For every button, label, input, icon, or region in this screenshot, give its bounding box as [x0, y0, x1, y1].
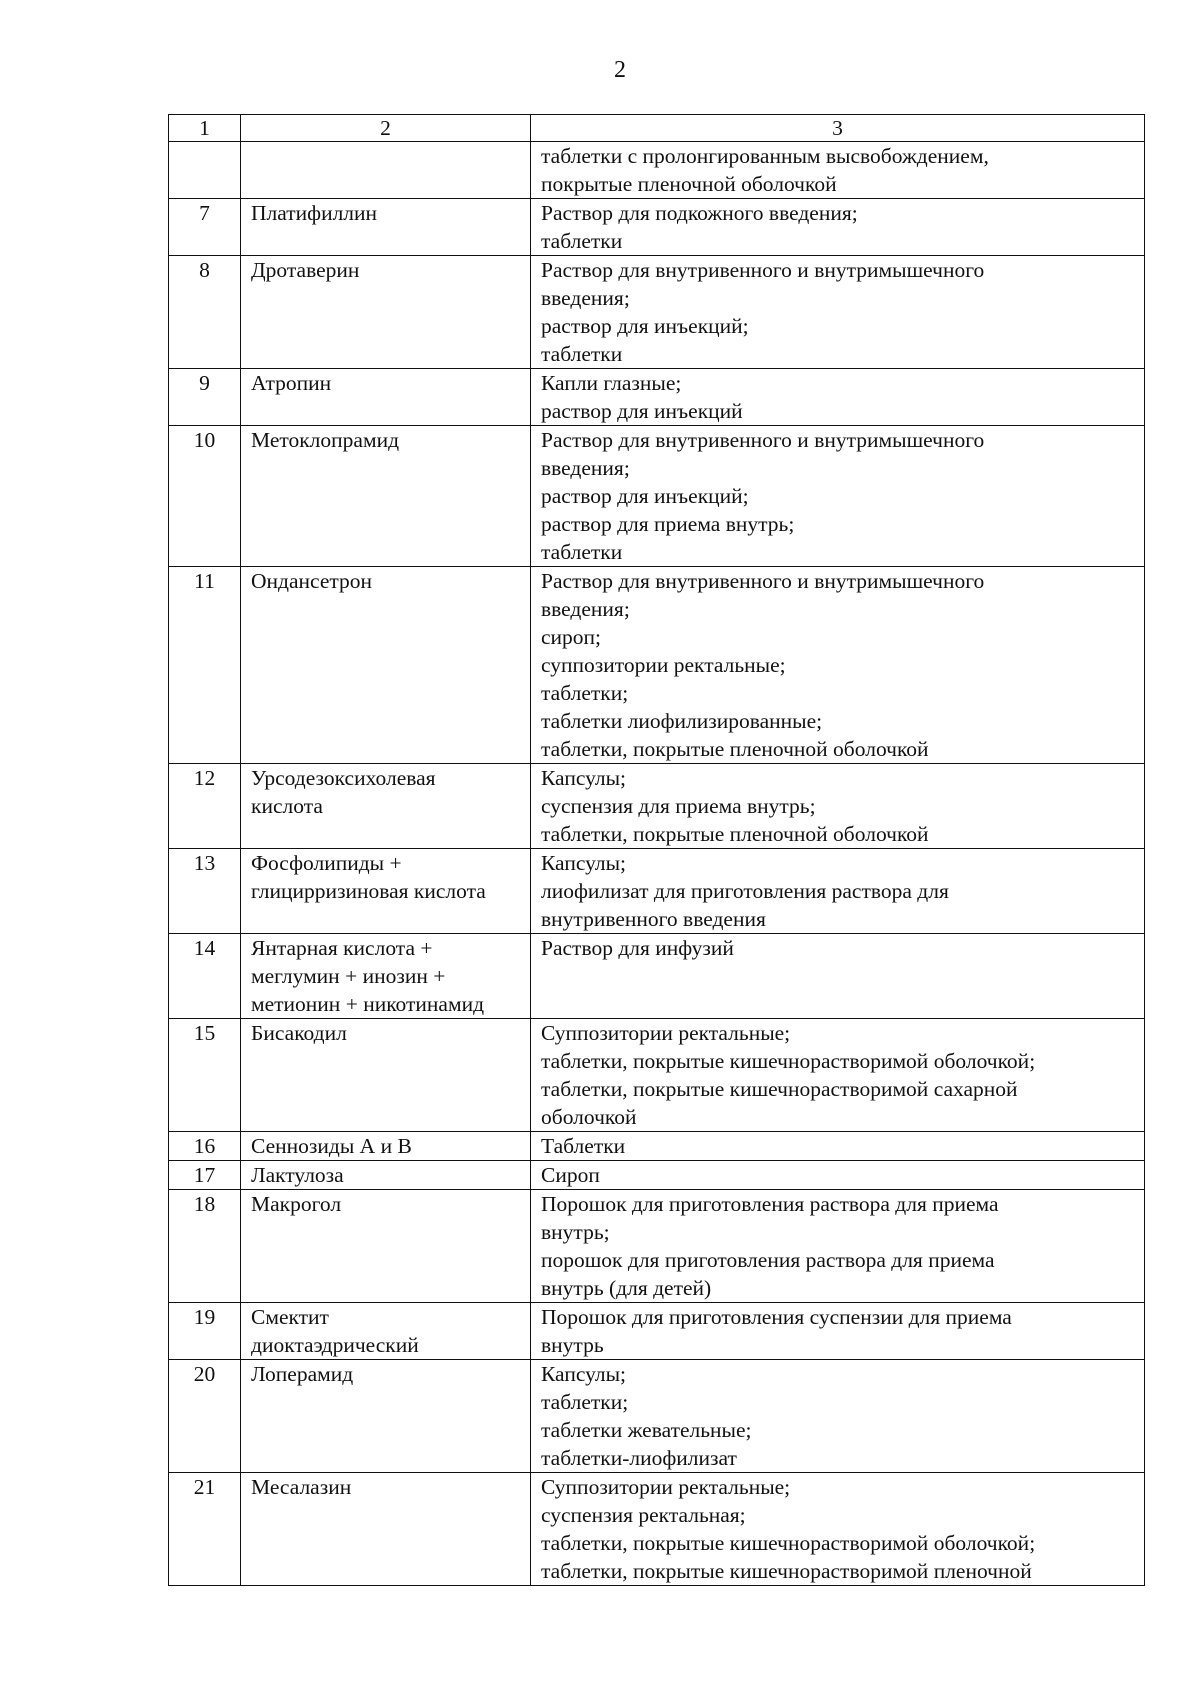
table-row [169, 1161, 1145, 1190]
row-number: 9 [169, 369, 241, 426]
header-col-3: 3 [531, 115, 1145, 142]
dosage-form-line: покрытые пленочной оболочкой [541, 172, 837, 196]
drug-name-cell [241, 567, 531, 764]
dosage-form-line: введения; [541, 597, 630, 621]
dosage-form-line: Сироп [541, 1163, 600, 1187]
table-row [169, 934, 1145, 1019]
dosage-form-line: таблетки, покрытые кишечнорастворимой сахарной [541, 1077, 1018, 1101]
drug-name-cell [241, 142, 531, 199]
table-row [169, 1303, 1145, 1360]
drug-name-line: Метоклопрамид [251, 428, 400, 452]
dosage-form-line: внутривенного введения [541, 907, 766, 931]
drug-name-line: Лактулоза [251, 1163, 344, 1187]
drug-name-line: Сеннозиды А и В [251, 1134, 412, 1158]
dosage-form-line: таблетки с пролонгированным высвобождением, [541, 144, 989, 168]
dosage-form-line: оболочкой [541, 1105, 637, 1129]
drug-name-line: Платифиллин [251, 201, 378, 225]
dosage-form-line: раствор для инъекций [541, 399, 743, 423]
dosage-form-line: раствор для инъекций; [541, 484, 749, 508]
row-number [169, 142, 241, 199]
table-row [169, 849, 1145, 934]
table-row [169, 1132, 1145, 1161]
table-row [169, 142, 1145, 199]
drug-name-line: Атропин [251, 371, 332, 395]
drug-name-cell [241, 764, 531, 849]
table-row [169, 567, 1145, 764]
table-header-row [169, 115, 1145, 142]
dosage-form-line: внутрь [541, 1333, 604, 1357]
row-number: 17 [169, 1161, 241, 1190]
dosage-form-line: суспензия для приема внутрь; [541, 794, 816, 818]
row-number: 13 [169, 849, 241, 934]
drug-name-line: Макрогол [251, 1192, 342, 1216]
table-row [169, 1190, 1145, 1303]
table-row [169, 1360, 1145, 1473]
drug-name-cell [241, 426, 531, 567]
medication-table [168, 114, 1145, 1586]
dosage-form-line: лиофилизат для приготовления раствора для [541, 879, 949, 903]
header-col-2: 2 [241, 115, 531, 142]
row-number: 15 [169, 1019, 241, 1132]
table-row [169, 1473, 1145, 1586]
dosage-forms-cell [531, 567, 1145, 764]
row-number: 11 [169, 567, 241, 764]
drug-name-cell [241, 1161, 531, 1190]
drug-name-cell [241, 1132, 531, 1161]
drug-name-line: Дротаверин [251, 258, 360, 282]
page-number: 2 [614, 57, 626, 83]
dosage-forms-cell [531, 1473, 1145, 1586]
dosage-form-line: сироп; [541, 625, 602, 649]
dosage-form-line: внутрь (для детей) [541, 1276, 712, 1300]
drug-name-cell [241, 1360, 531, 1473]
dosage-forms-cell [531, 199, 1145, 256]
dosage-form-line: введения; [541, 456, 630, 480]
dosage-form-line: Суппозитории ректальные; [541, 1021, 791, 1045]
dosage-forms-cell [531, 764, 1145, 849]
dosage-forms-cell [531, 934, 1145, 1019]
dosage-form-line: Раствор для внутривенного и внутримышечного [541, 569, 985, 593]
drug-name-line: диоктаэдрический [251, 1333, 419, 1357]
drug-name-cell [241, 256, 531, 369]
dosage-form-line: таблетки [541, 342, 623, 366]
dosage-forms-cell [531, 1019, 1145, 1132]
dosage-form-line: Капсулы; [541, 1362, 627, 1386]
dosage-form-line: суппозитории ректальные; [541, 653, 786, 677]
table-row [169, 426, 1145, 567]
dosage-form-line: таблетки; [541, 681, 629, 705]
drug-name-line: Ондансетрон [251, 569, 373, 593]
drug-name-cell [241, 199, 531, 256]
dosage-forms-cell [531, 1161, 1145, 1190]
dosage-form-line: таблетки, покрытые пленочной оболочкой [541, 822, 929, 846]
drug-name-cell [241, 934, 531, 1019]
header-col-1: 1 [169, 115, 241, 142]
dosage-form-line: Раствор для внутривенного и внутримышечного [541, 258, 985, 282]
drug-name-line: Месалазин [251, 1475, 352, 1499]
dosage-form-line: таблетки, покрытые кишечнорастворимой оболочкой; [541, 1049, 1036, 1073]
drug-name-line: Смектит [251, 1305, 329, 1329]
dosage-form-line: таблетки; [541, 1390, 629, 1414]
drug-name-cell [241, 1190, 531, 1303]
dosage-form-line: Суппозитории ректальные; [541, 1475, 791, 1499]
dosage-form-line: таблетки, покрытые кишечнорастворимой оболочкой; [541, 1531, 1036, 1555]
dosage-form-line: таблетки [541, 229, 623, 253]
dosage-form-line: Порошок для приготовления раствора для приема [541, 1192, 999, 1216]
row-number: 10 [169, 426, 241, 567]
dosage-form-line: раствор для приема внутрь; [541, 512, 795, 536]
row-number: 20 [169, 1360, 241, 1473]
dosage-form-line: порошок для приготовления раствора для приема [541, 1248, 995, 1272]
dosage-form-line: таблетки лиофилизированные; [541, 709, 823, 733]
dosage-form-line: раствор для инъекций; [541, 314, 749, 338]
table-row [169, 369, 1145, 426]
dosage-form-line: таблетки жевательные; [541, 1418, 752, 1442]
row-number: 14 [169, 934, 241, 1019]
dosage-form-line: таблетки, покрытые пленочной оболочкой [541, 737, 929, 761]
dosage-form-line: Раствор для инфузий [541, 936, 734, 960]
dosage-form-line: Раствор для внутривенного и внутримышечного [541, 428, 985, 452]
drug-name-line: меглумин + инозин + [251, 964, 446, 988]
table-row [169, 764, 1145, 849]
dosage-form-line: Капсулы; [541, 766, 627, 790]
dosage-forms-cell [531, 849, 1145, 934]
dosage-form-line: таблетки, покрытые кишечнорастворимой пленочной [541, 1559, 1032, 1583]
drug-name-cell [241, 1303, 531, 1360]
drug-name-cell [241, 1473, 531, 1586]
table-body [169, 115, 1145, 1586]
row-number: 12 [169, 764, 241, 849]
dosage-form-line: Таблетки [541, 1134, 626, 1158]
row-number: 19 [169, 1303, 241, 1360]
dosage-form-line: таблетки [541, 540, 623, 564]
row-number: 21 [169, 1473, 241, 1586]
dosage-forms-cell [531, 1303, 1145, 1360]
drug-name-cell [241, 1019, 531, 1132]
dosage-form-line: внутрь; [541, 1220, 610, 1244]
row-number: 18 [169, 1190, 241, 1303]
dosage-forms-cell [531, 1132, 1145, 1161]
row-number: 16 [169, 1132, 241, 1161]
dosage-forms-cell [531, 426, 1145, 567]
row-number: 8 [169, 256, 241, 369]
drug-name-line: кислота [251, 794, 323, 818]
dosage-form-line: введения; [541, 286, 630, 310]
dosage-form-line: Капсулы; [541, 851, 627, 875]
dosage-form-line: суспензия ректальная; [541, 1503, 746, 1527]
drug-name-line: метионин + никотинамид [251, 992, 485, 1016]
row-number: 7 [169, 199, 241, 256]
drug-name-line: Фосфолипиды + [251, 851, 402, 875]
dosage-forms-cell [531, 1360, 1145, 1473]
drug-name-line: Лоперамид [251, 1362, 354, 1386]
drug-name-line: Урсодезоксихолевая [251, 766, 436, 790]
dosage-forms-cell [531, 369, 1145, 426]
drug-name-line: Янтарная кислота + [251, 936, 433, 960]
dosage-form-line: Порошок для приготовления суспензии для приема [541, 1305, 1012, 1329]
drug-name-cell [241, 849, 531, 934]
table-row [169, 256, 1145, 369]
table-row [169, 199, 1145, 256]
table-row [169, 1019, 1145, 1132]
dosage-form-line: Капли глазные; [541, 371, 682, 395]
dosage-forms-cell [531, 256, 1145, 369]
dosage-form-line: Раствор для подкожного введения; [541, 201, 858, 225]
dosage-forms-cell [531, 1190, 1145, 1303]
dosage-form-line: таблетки-лиофилизат [541, 1446, 737, 1470]
drug-name-line: глицирризиновая кислота [251, 879, 486, 903]
drug-name-cell [241, 369, 531, 426]
drug-name-line: Бисакодил [251, 1021, 347, 1045]
dosage-forms-cell [531, 142, 1145, 199]
